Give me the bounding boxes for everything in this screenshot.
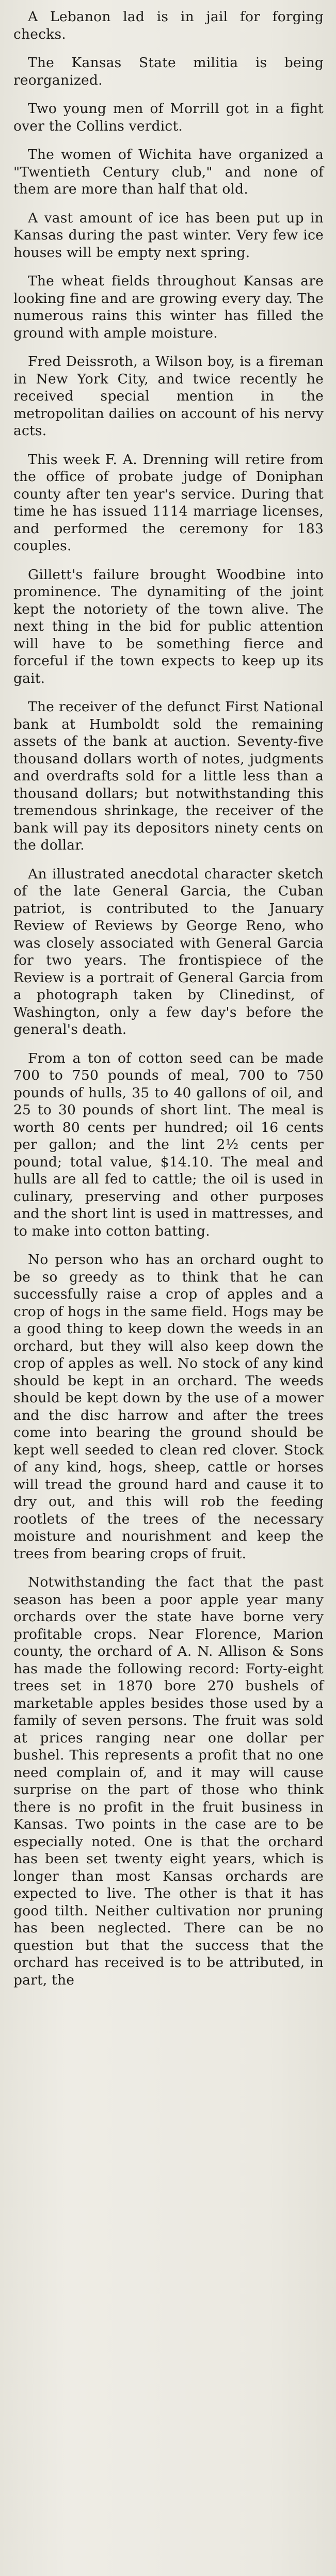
news-item: Two young men of Morrill got in a fight over the Collins verdict.: [13, 101, 324, 134]
news-item: A Lebanon lad is in jail for forging checks.: [13, 9, 324, 42]
news-item: The wheat fields throughout Kansas are looking fine and are growing every day. The numerous rains this winter has filled the ground with ample moisture.: [13, 273, 324, 341]
news-item: Fred Deissroth, a Wilson boy, is a fireman in New York City, and twice recently he received special mention in the metropolitan dailies on account of his nervy acts.: [13, 354, 324, 439]
news-item: This week F. A. Drenning will retire from the office of probate judge of Doniphan county after ten year's service. During that time he has issued 1114 marriage licenses, and performed the ceremony for 183 couples.: [13, 451, 324, 554]
news-item: An illustrated anecdotal character sketch of the late General Garcia, the Cuban patriot, is contributed to the January Review of Reviews by George Reno, who was closely associated with General Garcia for two years. The frontispiece of the Review is a portrait of General Garcia from a photograph taken by Clinedinst, of Washington, only a few day's before the general's death.: [13, 866, 324, 1037]
news-item: The receiver of the defunct First National bank at Humboldt sold the remaining assets of the bank at auction. Seventy-five thousand dollars worth of notes, judgments and overdrafts sold for a little less than a thousand dollars; but notwithstanding this tremendous shrinkage, the receiver of the bank will pay its depositors ninety cents on the dollar.: [13, 699, 324, 853]
news-item: Notwithstanding the fact that the past season has been a poor apple year many orchards over the state have borne very profitable crops. Near Florence, Marion county, the orchard of A. N. Allison & Sons has made the following record: Forty-eight trees set in 1870 bore 270 bushels of marketable apples besides those used by a family of seven persons. The fruit was sold at prices ranging near one dollar per bushel. This represents a profit that no one need complain of, and it may will cause surprise on the part of those who think there is no profit in the fruit business in Kansas. Two points in the case are to be especially noted. One is that the orchard has been set twenty eight years, which is longer than most Kansas orchards are expected to live. The other is that it has good tilth. Neither cultivation nor pruning has been neglected. There can be no question but that the success that the orchard has received is to be attributed, in part, the: [13, 1574, 324, 1988]
news-item: No person who has an orchard ought to be so greedy as to think that he can successfully raise a crop of apples and a crop of hogs in the same field. Hogs may be a good thing to keep down the weeds in an orchard, but they will also keep down the crop of apples as well. No stock of any kind should be kept in an orchard. The weeds should be kept down by the use of a mower and the disc harrow and after the trees come into bearing the ground should be kept well seeded to clean red clover. Stock of any kind, hogs, sheep, cattle or horses will tread the ground hard and cause it to dry out, and this will rob the feeding rootlets of the trees of the necessary moisture and nourishment and keep the trees from bearing crops of fruit.: [13, 1252, 324, 1562]
news-item: From a ton of cotton seed can be made 700 to 750 pounds of meal, 700 to 750 pounds of hulls, 35 to 40 gallons of oil, and 25 to 30 pounds of short lint. The meal is worth 80 cents per hundred; oil 16 cents per gallon; and the lint 2½ cents per pound; total value, $14.10. The meal and hulls are all fed to cattle; the oil is used in culinary, preserving and other purposes and the short lint is used in mattresses, and to make into cotton batting.: [13, 1050, 324, 1239]
news-item: Gillett's failure brought Woodbine into prominence. The dynamiting of the joint kept the notoriety of the town alive. The next thing in the bid for public attention will have to be something fierce and forceful if the town expects to keep up its gait.: [13, 566, 324, 686]
news-item: The Kansas State militia is being reorganized.: [13, 55, 324, 88]
news-item: A vast amount of ice has been put up in Kansas during the past winter. Very few ice houses will be empty next spring.: [13, 210, 324, 261]
news-item: The women of Wichita have organized a "Twentieth Century club," and none of them are more than half that old.: [13, 147, 324, 197]
